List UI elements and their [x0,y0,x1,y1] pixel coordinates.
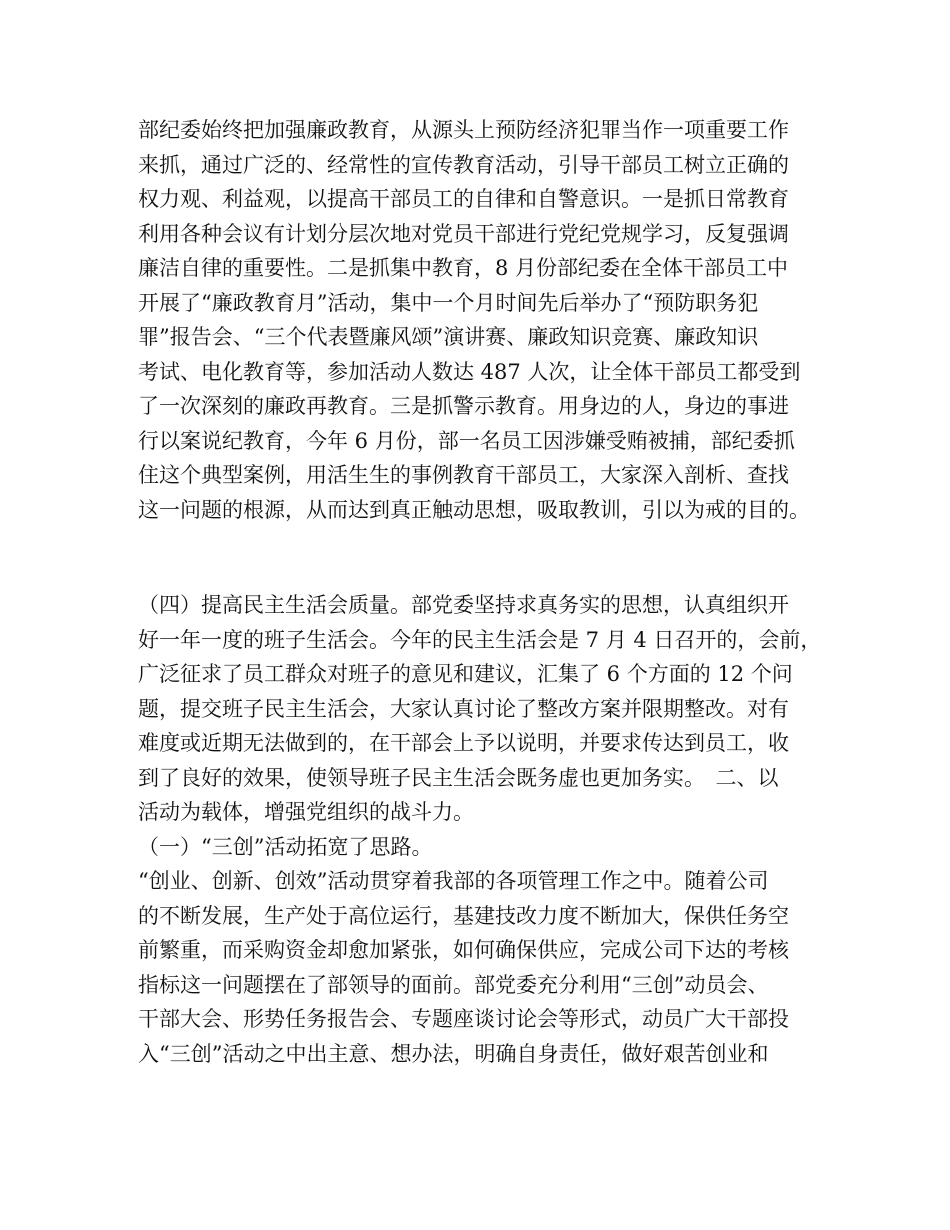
text-line: 入“三创”活动之中出主意、想办法，明确自身责任，做好艰苦创业和 [138,1041,769,1066]
text-line: 广泛征求了员工群众对班子的意见和建议，汇集了 6 个方面的 12 个问 [138,662,793,686]
text-line: 了一次深刻的廉政再教育。三是抓警示教育。用身边的人，身边的事进 [138,394,789,418]
text-line: 开展了“廉政教育月”活动，集中一个月时间先后举办了“预防职务犯 [138,290,759,315]
text-line: 到了良好的效果，使领导班子民主生活会既务虚也更加务实。 二、以 [138,765,779,790]
text-line: 这一问题的根源，从而达到真正触动思想，吸取教训，引以为戒的目的。 [138,497,810,522]
text-line: 前繁重，而采购资金却愈加紧张，如何确保供应，完成公司下达的考核 [138,938,789,962]
text-line: 部纪委始终把加强廉政教育，从源头上预防经济犯罪当作一项重要工作 [138,118,789,142]
text-line: 罪”报告会、“三个代表暨廉风颂”演讲赛、廉政知识竞赛、廉政知识 [138,325,759,349]
text-line: 廉洁自律的重要性。二是抓集中教育，8 月份部纪委在全体干部员工中 [138,256,789,280]
text-line: （一）“三创”活动拓宽了思路。 [138,834,433,859]
text-line: 来抓，通过广泛的、经常性的宣传教育活动，引导干部员工树立正确的 [138,152,789,177]
text-line: 干部大会、形势任务报告会、专题座谈讨论会等形式，动员广大干部投 [138,1007,789,1031]
text-line: 权力观、利益观，以提高干部员工的自律和自警意识。一是抓日常教育 [138,187,789,211]
text-line: 活动为载体，增强党组织的战斗力。 [138,800,474,824]
text-line: 好一年一度的班子生活会。今年的民主生活会是 7 月 4 日召开的，会前， [138,627,822,652]
paragraph-democratic-life-meeting [138,588,828,1071]
text-line: 题，提交班子民主生活会，大家认真讨论了整改方案并限期整改。对有 [138,696,789,721]
text-line: “创业、创新、创效”活动贯穿着我部的各项管理工作之中。随着公司 [138,869,769,893]
paragraph-anticorruption-education [138,113,828,527]
text-line: 利用各种会议有计划分层次地对党员干部进行党纪党规学习，反复强调 [138,221,789,246]
text-line: 行以案说纪教育，今年 6 月份，部一名员工因涉嫌受贿被捕，部纪委抓 [138,428,795,453]
text-line: （四）提高民主生活会质量。部党委坚持求真务实的思想，认真组织开 [138,593,789,617]
text-line: 考试、电化教育等，参加活动人数达 487 人次，让全体干部员工都受到 [138,359,801,384]
text-line: 住这个典型案例，用活生生的事例教育干部员工，大家深入剖析、查找 [138,463,789,487]
text-line: 的不断发展，生产处于高位运行，基建技改力度不断加大，保供任务空 [138,903,789,928]
text-line: 指标这一问题摆在了部领导的面前。部党委充分利用“三创”动员会、 [138,972,769,997]
text-line: 难度或近期无法做到的，在干部会上予以说明，并要求传达到员工，收 [138,731,789,755]
